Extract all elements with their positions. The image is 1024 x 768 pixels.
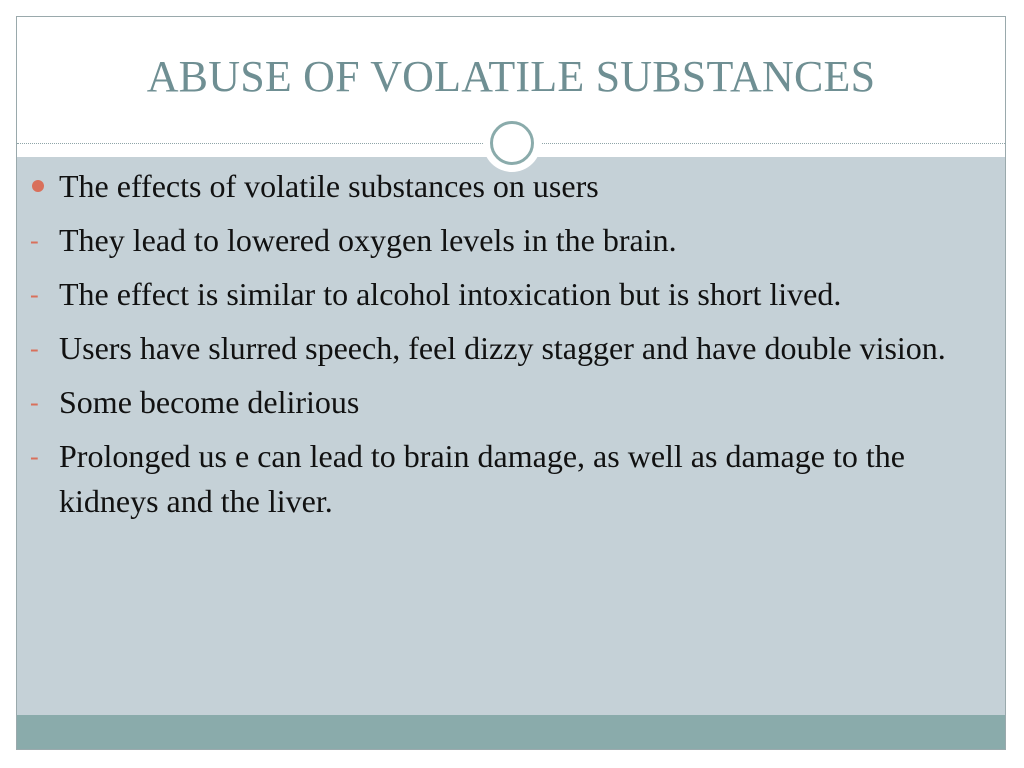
ornament-ring [490,121,534,165]
bullet-text: Prolonged us e can lead to brain damage, as well as damage to the kidneys and the liver. [59,438,905,519]
dash-bullet-marker: - [30,388,39,417]
bullet-item [30,272,960,317]
dash-bullet-marker: - [30,226,39,255]
bullet-text: The effects of volatile substances on users [59,168,599,204]
slide-title: ABUSE OF VOLATILE SUBSTANCES [146,52,876,101]
bullet-text: Users have slurred speech, feel dizzy stagger and have double vision. [59,330,946,366]
bullet-text: The effect is similar to alcohol intoxication but is short lived. [59,276,842,312]
bullet-item [30,164,960,209]
dash-bullet-marker: - [30,442,39,471]
bullet-text: Some become delirious [59,384,360,420]
footer-band [17,715,1005,749]
dash-bullet-marker: - [30,334,39,363]
bullet-item [30,380,960,425]
bullet-item [30,326,960,371]
bullet-item [30,434,960,524]
bullet-list [30,164,960,533]
bullet-item [30,218,960,263]
dash-bullet-marker: - [30,280,39,309]
bullet-text: They lead to lowered oxygen levels in the brain. [59,222,677,258]
dot-bullet-icon [32,180,44,192]
